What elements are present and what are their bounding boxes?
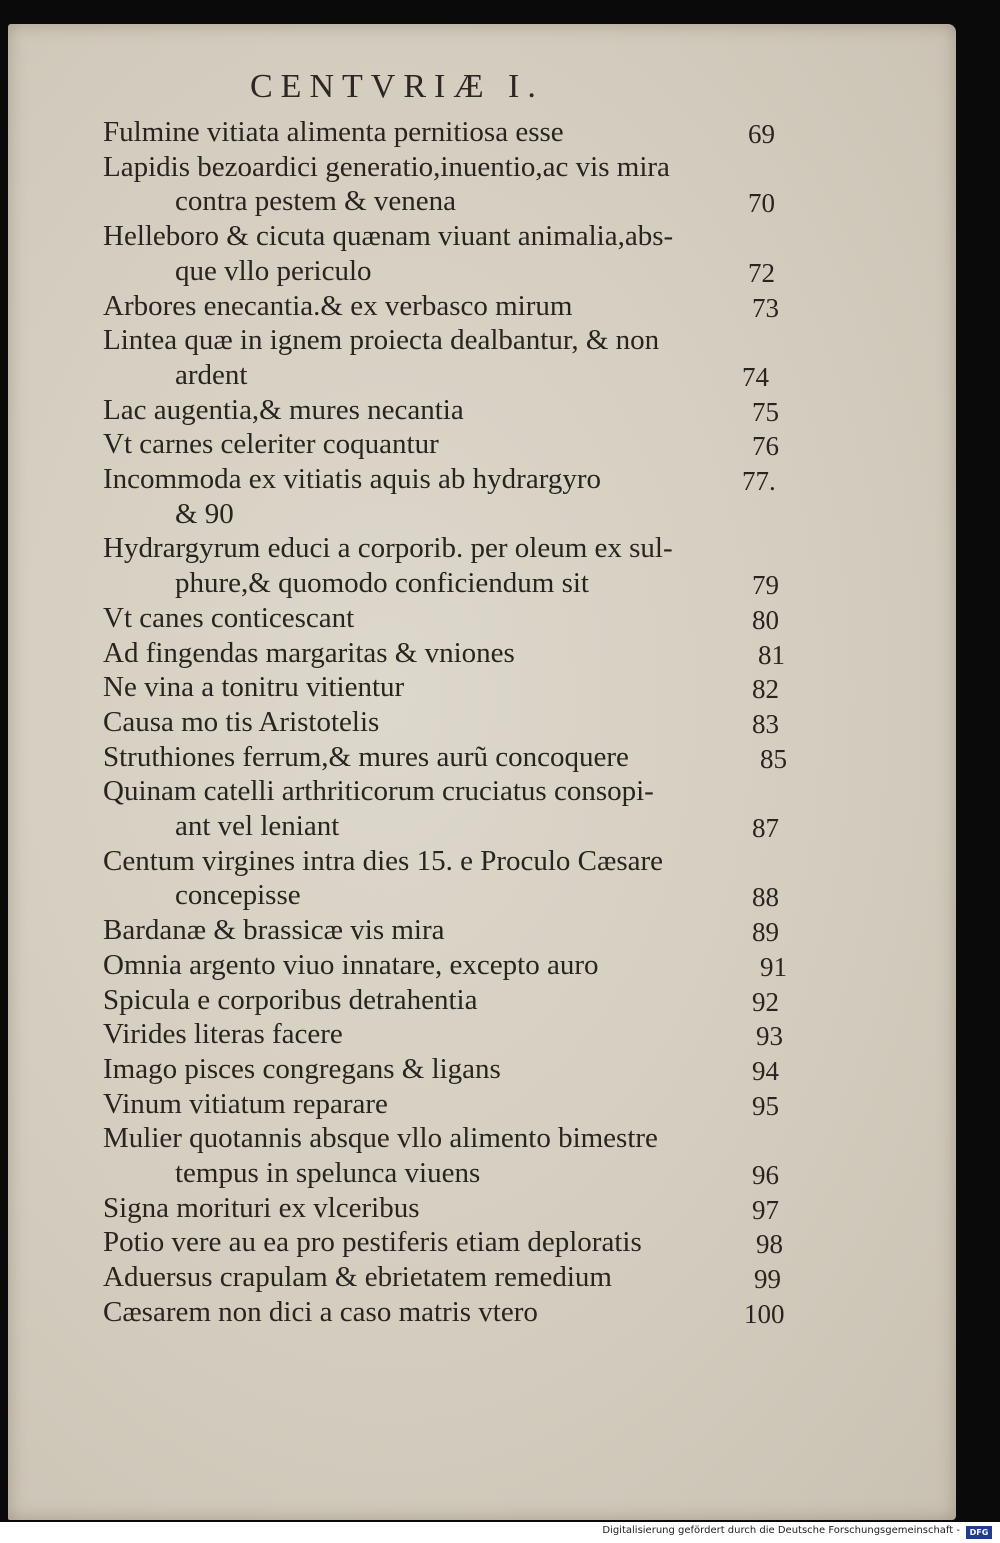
toc-entry-page: 79 (752, 570, 779, 601)
toc-entry-text: contra pestem & venena (175, 185, 457, 218)
toc-entry-text: Vt canes conticescant (103, 601, 355, 634)
toc-entry-page: 91 (760, 951, 787, 982)
toc-entry-text: Incommoda ex vitiatis aquis ab hydrargyro (103, 463, 601, 495)
toc-entry-text: ardent (175, 358, 248, 391)
toc-entry-page: 93 (756, 1021, 783, 1052)
toc-entry-page: 82 (752, 674, 779, 705)
footer-bar (0, 1522, 1000, 1543)
toc-entry-text: Omnia argento viuo innatare, excepto auro (103, 948, 599, 981)
toc-entry-text: Lapidis bezoardici generatio,inuentio,ac vis mira (103, 150, 670, 183)
toc-entry-page: 75 (752, 396, 779, 427)
toc-entry-text: Bardanæ & brassicæ vis mira (103, 914, 445, 947)
toc-entry-page: 81 (758, 639, 785, 670)
toc-entry-page: 95 (752, 1090, 779, 1121)
toc-entry-page: 87 (752, 813, 779, 843)
toc-entry-page: 89 (752, 917, 779, 948)
toc-entry-text: Spicula e corporibus detrahentia (103, 983, 478, 1016)
toc-entry-text: Arbores enecantia.& ex verbasco mirum (103, 289, 573, 322)
toc-entry-text: Helleboro & cicuta quænam viuant animalia,abs- (103, 220, 674, 253)
toc-entry-page: 99 (754, 1264, 781, 1295)
toc-entry-page: 88 (752, 882, 779, 913)
toc-entry-page: 96 (752, 1160, 779, 1190)
toc-entry-page: 98 (756, 1229, 783, 1260)
toc-entry-text: Potio vere au ea pro pestiferis etiam deploratis (103, 1226, 642, 1259)
toc-entry-page: 83 (752, 708, 779, 739)
toc-entry-text: Mulier quotannis absque vllo alimento bimestre (103, 1122, 658, 1155)
toc-entry-text: ant vel leniant (175, 810, 340, 842)
toc-entry-page: 85 (760, 743, 787, 774)
toc-entry-text: phure,& quomodo conficiendum sit (175, 567, 589, 600)
toc-entry-page: 97 (752, 1194, 779, 1225)
toc-entry-page: 94 (752, 1055, 779, 1086)
toc-entry-text: Fulmine vitiata alimenta pernitiosa esse (103, 116, 564, 148)
footer-credit: Digitalisierung gefördert durch die Deutsche Forschungsgemeinschaft - (602, 1525, 960, 1536)
toc-entry-page: 73 (752, 292, 779, 323)
toc-entry-page: 69 (748, 119, 775, 149)
toc-entry-page: 74 (742, 361, 769, 392)
toc-entry-text: que vllo periculo (175, 254, 372, 287)
page-header: CENTVRIÆ I. (250, 68, 544, 105)
toc-entry-text: Signa morituri ex vlceribus (103, 1191, 420, 1224)
toc-entry-page: 100 (744, 1298, 785, 1329)
toc-entry-text: Vt carnes celeriter coquantur (103, 428, 439, 461)
toc-entry-text: Struthiones ferrum,& mures aurũ concoquere (103, 740, 629, 773)
toc-entry-text: & 90 (175, 497, 234, 530)
toc-entry-text: concepisse (175, 879, 301, 912)
toc-entry-page: 70 (748, 188, 775, 219)
toc-entry-page: 77. (742, 466, 776, 496)
toc-entry-text: Ne vina a tonitru vitientur (103, 671, 405, 704)
toc-entry-text: Quinam catelli arthriticorum cruciatus consopi- (103, 775, 654, 808)
toc-entry-text: Centum virgines intra dies 15. e Proculo Cæsare (103, 844, 664, 877)
toc-entry-page: 92 (752, 986, 779, 1017)
toc-entry-page: 72 (748, 257, 775, 288)
toc-entry-text: Imago pisces congregans & ligans (103, 1052, 501, 1085)
toc-entry-text: Cæsarem non dici a caso matris vtero (103, 1295, 538, 1328)
toc-entry-text: tempus in spelunca viuens (175, 1157, 481, 1189)
toc-entry-text: Causa mo tis Aristotelis (103, 705, 380, 738)
toc-entry-text: Hydrargyrum educi a corporib. per oleum ex sul- (103, 532, 673, 565)
toc-entry-page: 76 (752, 431, 779, 462)
toc-entry-text: Virides literas facere (103, 1018, 343, 1051)
toc-entry-text: Ad fingendas margaritas & vniones (103, 636, 515, 669)
toc-entry-text: Lintea quæ in ignem proiecta dealbantur, & non (103, 324, 660, 357)
toc-entry-text: Vinum vitiatum reparare (103, 1087, 388, 1120)
toc-entry-text: Lac augentia,& mures necantia (103, 393, 464, 426)
toc-entry-page: 80 (752, 604, 779, 635)
dfg-logo: DFG (966, 1526, 992, 1539)
toc-entry-text: Aduersus crapulam & ebrietatem remedium (103, 1261, 612, 1294)
